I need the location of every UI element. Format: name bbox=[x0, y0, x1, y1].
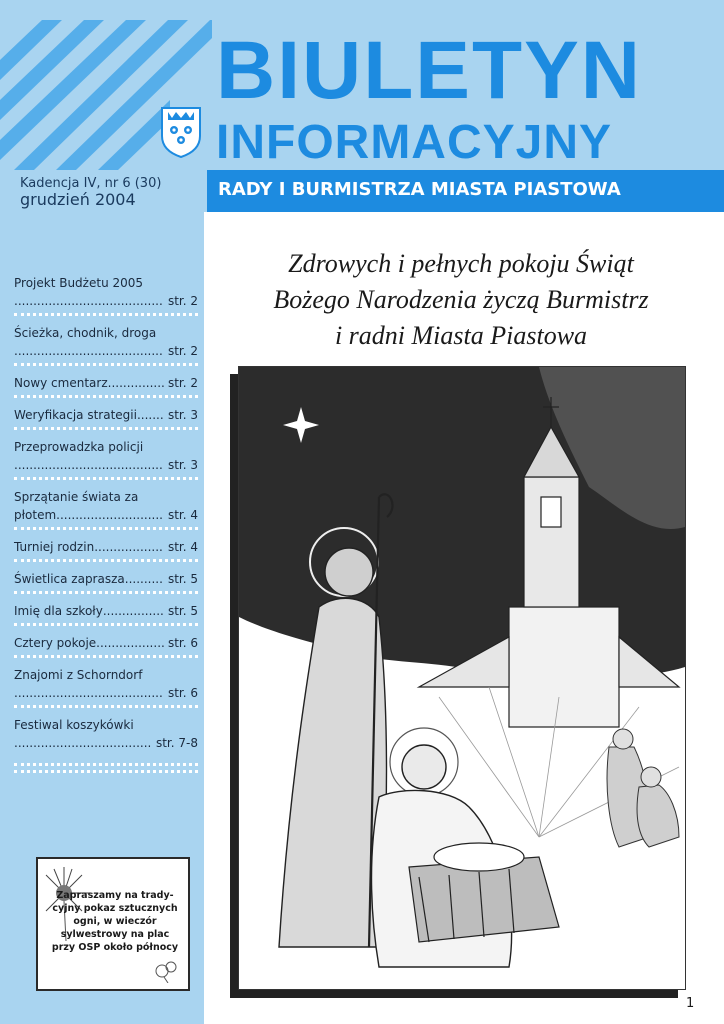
toc-item-title: Świetlica zaprasza bbox=[14, 572, 125, 586]
toc-item-title-cont: płotem bbox=[14, 508, 57, 522]
shepherds-drawing bbox=[607, 729, 679, 847]
page-number: 1 bbox=[686, 996, 695, 1011]
greeting-headline bbox=[216, 246, 706, 354]
toc-item-page: str. 3 bbox=[167, 458, 198, 472]
toc-item-page: str. 5 bbox=[167, 572, 198, 586]
toc-item[interactable] bbox=[14, 716, 198, 755]
toc-item-page: str. 5 bbox=[167, 604, 198, 618]
notice-text bbox=[42, 889, 188, 954]
toc-item-page: str. 2 bbox=[167, 376, 198, 390]
nativity-illustration bbox=[238, 366, 686, 990]
toc-item-title: Festiwal koszykówki bbox=[14, 718, 134, 732]
toc-item[interactable] bbox=[14, 634, 198, 658]
headline-line: Bożego Narodzenia życzą Burmistrz bbox=[273, 285, 649, 314]
toc-item-page: str. 6 bbox=[167, 686, 198, 700]
issue-date: grudzień 2004 bbox=[20, 190, 136, 209]
issue-number: Kadencja IV, nr 6 (30) bbox=[20, 176, 162, 191]
toc-item[interactable] bbox=[14, 406, 198, 430]
toc-item[interactable] bbox=[14, 374, 198, 398]
toc-item[interactable] bbox=[14, 538, 198, 562]
masthead-subtitle-word: INFORMACYJNY bbox=[216, 116, 613, 169]
table-of-contents bbox=[14, 274, 198, 773]
toc-item-title: Nowy cmentarz bbox=[14, 376, 108, 390]
notice-line: Zapraszamy na trady- bbox=[56, 890, 174, 901]
firework-small-icon bbox=[154, 957, 178, 983]
toc-item-title: Ścieżka, chodnik, droga bbox=[14, 326, 157, 340]
masthead-title: BIULETYN bbox=[216, 25, 642, 116]
toc-item-page: str. 4 bbox=[167, 540, 198, 554]
toc-item[interactable] bbox=[14, 666, 198, 708]
toc-item-page: str. 3 bbox=[167, 408, 198, 422]
coat-of-arms-icon bbox=[160, 106, 202, 158]
toc-item-page: str. 7-8 bbox=[155, 736, 198, 750]
toc-divider bbox=[14, 763, 198, 766]
toc-item-title: Przeprowadzka policji bbox=[14, 440, 144, 454]
toc-item[interactable] bbox=[14, 438, 198, 480]
toc-item[interactable] bbox=[14, 274, 198, 316]
notice-line: ogni, w wieczór bbox=[73, 916, 157, 927]
toc-item-page: str. 6 bbox=[167, 636, 198, 650]
fireworks-notice bbox=[36, 857, 190, 991]
masthead-band bbox=[207, 170, 724, 212]
toc-item-title: Imię dla szkoły bbox=[14, 604, 103, 618]
toc-item-title: Sprzątanie świata za bbox=[14, 490, 139, 504]
toc-item[interactable] bbox=[14, 488, 198, 530]
headline-line: i radni Miasta Piastowa bbox=[334, 321, 588, 350]
toc-item-title: Znajomi z Schorndorf bbox=[14, 668, 143, 682]
toc-item[interactable] bbox=[14, 602, 198, 626]
toc-item-title: Cztery pokoje bbox=[14, 636, 97, 650]
publisher-line: RADY I BURMISTRZA MIASTA PIASTOWA bbox=[218, 179, 621, 200]
toc-item-page: str. 4 bbox=[167, 508, 198, 522]
toc-item[interactable] bbox=[14, 324, 198, 366]
toc-item-title: Turniej rodzin bbox=[14, 540, 95, 554]
toc-item-page: str. 2 bbox=[167, 344, 198, 358]
toc-item[interactable] bbox=[14, 570, 198, 594]
notice-line: cyjny pokaz sztucznych bbox=[52, 903, 178, 914]
issue-info bbox=[20, 176, 200, 209]
nativity-drawing bbox=[239, 367, 685, 988]
toc-item-page: str. 2 bbox=[167, 294, 198, 308]
masthead bbox=[0, 0, 724, 212]
toc-divider bbox=[14, 770, 198, 773]
notice-line: przy OSP około północy bbox=[51, 942, 179, 953]
headline-line: Zdrowych i pełnych pokoju Świąt bbox=[288, 249, 634, 278]
toc-item-title: Weryfikacja strategii bbox=[14, 408, 137, 422]
toc-item-title: Projekt Budżetu 2005 bbox=[14, 276, 144, 290]
notice-line: sylwestrowy na plac bbox=[60, 929, 170, 940]
